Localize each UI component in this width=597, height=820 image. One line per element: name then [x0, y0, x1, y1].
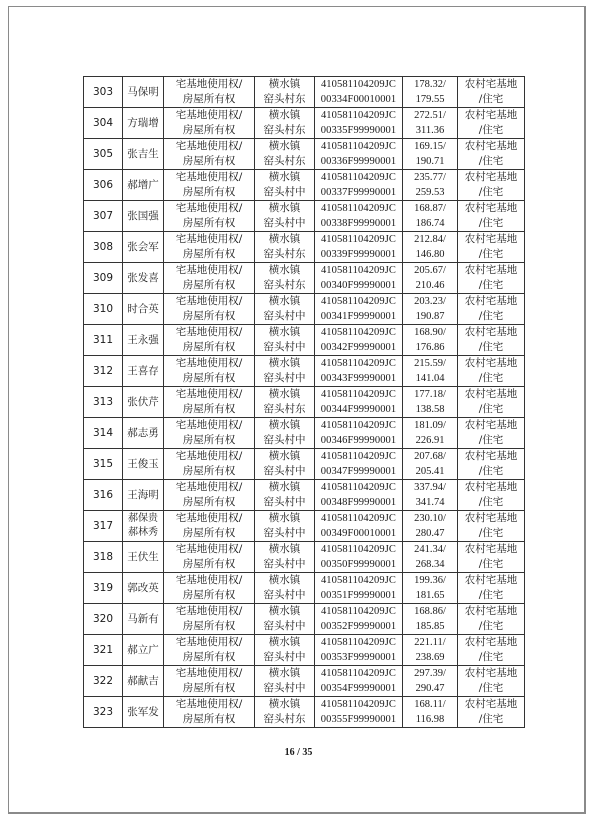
record-number-cell: 308	[84, 232, 123, 263]
owner-name-cell: 王喜存	[123, 356, 164, 387]
unit-code-cell: 410581104209JC 00354F99990001	[315, 666, 403, 697]
location-cell: 横水镇 窑头村中	[255, 449, 315, 480]
record-number-cell: 313	[84, 387, 123, 418]
owner-name-cell: 郝保贵 郝林秀	[123, 511, 164, 542]
unit-code-cell: 410581104209JC 00346F99990001	[315, 418, 403, 449]
unit-code-cell: 410581104209JC 00338F99990001	[315, 201, 403, 232]
table-row	[84, 449, 525, 480]
owner-name-cell: 张军发	[123, 697, 164, 728]
right-type-cell: 宅基地使用权/ 房屋所有权	[164, 294, 255, 325]
table-row	[84, 232, 525, 263]
record-number-cell: 317	[84, 511, 123, 542]
unit-code-cell: 410581104209JC 00352F99990001	[315, 604, 403, 635]
owner-name-cell: 时合英	[123, 294, 164, 325]
location-cell: 横水镇 窑头村东	[255, 387, 315, 418]
usage-cell: 农村宅基地 /住宅	[458, 294, 525, 325]
right-type-cell: 宅基地使用权/ 房屋所有权	[164, 170, 255, 201]
usage-cell: 农村宅基地 /住宅	[458, 201, 525, 232]
location-cell: 横水镇 窑头村东	[255, 108, 315, 139]
unit-code-cell: 410581104209JC 00336F99990001	[315, 139, 403, 170]
table-row	[84, 77, 525, 108]
right-type-cell: 宅基地使用权/ 房屋所有权	[164, 480, 255, 511]
unit-code-cell: 410581104209JC 00341F99990001	[315, 294, 403, 325]
table-row	[84, 387, 525, 418]
right-type-cell: 宅基地使用权/ 房屋所有权	[164, 604, 255, 635]
table-row	[84, 294, 525, 325]
usage-cell: 农村宅基地 /住宅	[458, 77, 525, 108]
owner-name-cell: 马新有	[123, 604, 164, 635]
area-cell: 212.84/ 146.80	[403, 232, 458, 263]
location-cell: 横水镇 窑头村中	[255, 604, 315, 635]
usage-cell: 农村宅基地 /住宅	[458, 480, 525, 511]
owner-name-cell: 郝增广	[123, 170, 164, 201]
area-cell: 272.51/ 311.36	[403, 108, 458, 139]
usage-cell: 农村宅基地 /住宅	[458, 325, 525, 356]
record-number-cell: 306	[84, 170, 123, 201]
location-cell: 横水镇 窑头村中	[255, 325, 315, 356]
usage-cell: 农村宅基地 /住宅	[458, 108, 525, 139]
record-number-cell: 310	[84, 294, 123, 325]
usage-cell: 农村宅基地 /住宅	[458, 542, 525, 573]
area-cell: 181.09/ 226.91	[403, 418, 458, 449]
table-row	[84, 542, 525, 573]
table-row	[84, 356, 525, 387]
unit-code-cell: 410581104209JC 00348F99990001	[315, 480, 403, 511]
usage-cell: 农村宅基地 /住宅	[458, 604, 525, 635]
location-cell: 横水镇 窑头村中	[255, 170, 315, 201]
table-row	[84, 139, 525, 170]
owner-name-cell: 张发喜	[123, 263, 164, 294]
table-row	[84, 108, 525, 139]
table-row	[84, 666, 525, 697]
unit-code-cell: 410581104209JC 00353F99990001	[315, 635, 403, 666]
right-type-cell: 宅基地使用权/ 房屋所有权	[164, 449, 255, 480]
unit-code-cell: 410581104209JC 00343F99990001	[315, 356, 403, 387]
usage-cell: 农村宅基地 /住宅	[458, 635, 525, 666]
table-row	[84, 573, 525, 604]
record-number-cell: 321	[84, 635, 123, 666]
record-number-cell: 318	[84, 542, 123, 573]
record-number-cell: 305	[84, 139, 123, 170]
right-type-cell: 宅基地使用权/ 房屋所有权	[164, 697, 255, 728]
record-number-cell: 319	[84, 573, 123, 604]
usage-cell: 农村宅基地 /住宅	[458, 697, 525, 728]
location-cell: 横水镇 窑头村中	[255, 666, 315, 697]
area-cell: 168.90/ 176.86	[403, 325, 458, 356]
location-cell: 横水镇 窑头村中	[255, 201, 315, 232]
owner-name-cell: 张吉生	[123, 139, 164, 170]
record-number-cell: 315	[84, 449, 123, 480]
table-row	[84, 201, 525, 232]
area-cell: 230.10/ 280.47	[403, 511, 458, 542]
area-cell: 199.36/ 181.65	[403, 573, 458, 604]
registration-table	[83, 76, 525, 728]
location-cell: 横水镇 窑头村中	[255, 511, 315, 542]
usage-cell: 农村宅基地 /住宅	[458, 139, 525, 170]
right-type-cell: 宅基地使用权/ 房屋所有权	[164, 635, 255, 666]
location-cell: 横水镇 窑头村中	[255, 294, 315, 325]
right-type-cell: 宅基地使用权/ 房屋所有权	[164, 232, 255, 263]
unit-code-cell: 410581104209JC 00335F99990001	[315, 108, 403, 139]
location-cell: 横水镇 窑头村东	[255, 263, 315, 294]
location-cell: 横水镇 窑头村东	[255, 232, 315, 263]
table-row	[84, 511, 525, 542]
usage-cell: 农村宅基地 /住宅	[458, 418, 525, 449]
owner-name-cell: 王永强	[123, 325, 164, 356]
table-row	[84, 325, 525, 356]
area-cell: 168.86/ 185.85	[403, 604, 458, 635]
usage-cell: 农村宅基地 /住宅	[458, 170, 525, 201]
usage-cell: 农村宅基地 /住宅	[458, 356, 525, 387]
record-number-cell: 309	[84, 263, 123, 294]
unit-code-cell: 410581104209JC 00350F99990001	[315, 542, 403, 573]
unit-code-cell: 410581104209JC 00340F99990001	[315, 263, 403, 294]
unit-code-cell: 410581104209JC 00349F00010001	[315, 511, 403, 542]
unit-code-cell: 410581104209JC 00355F99990001	[315, 697, 403, 728]
owner-name-cell: 郭改英	[123, 573, 164, 604]
area-cell: 178.32/ 179.55	[403, 77, 458, 108]
area-cell: 241.34/ 268.34	[403, 542, 458, 573]
table-row	[84, 604, 525, 635]
table-row	[84, 697, 525, 728]
record-number-cell: 320	[84, 604, 123, 635]
area-cell: 235.77/ 259.53	[403, 170, 458, 201]
right-type-cell: 宅基地使用权/ 房屋所有权	[164, 418, 255, 449]
right-type-cell: 宅基地使用权/ 房屋所有权	[164, 139, 255, 170]
unit-code-cell: 410581104209JC 00334F00010001	[315, 77, 403, 108]
owner-name-cell: 郝志勇	[123, 418, 164, 449]
area-cell: 177.18/ 138.58	[403, 387, 458, 418]
owner-name-cell: 王俊玉	[123, 449, 164, 480]
owner-name-cell: 张伏芹	[123, 387, 164, 418]
area-cell: 337.94/ 341.74	[403, 480, 458, 511]
right-type-cell: 宅基地使用权/ 房屋所有权	[164, 387, 255, 418]
owner-name-cell: 张会军	[123, 232, 164, 263]
record-number-cell: 307	[84, 201, 123, 232]
usage-cell: 农村宅基地 /住宅	[458, 511, 525, 542]
unit-code-cell: 410581104209JC 00347F99990001	[315, 449, 403, 480]
owner-name-cell: 马保明	[123, 77, 164, 108]
record-number-cell: 312	[84, 356, 123, 387]
right-type-cell: 宅基地使用权/ 房屋所有权	[164, 666, 255, 697]
table-row	[84, 263, 525, 294]
owner-name-cell: 郝立广	[123, 635, 164, 666]
location-cell: 横水镇 窑头村东	[255, 77, 315, 108]
unit-code-cell: 410581104209JC 00337F99990001	[315, 170, 403, 201]
unit-code-cell: 410581104209JC 00344F99990001	[315, 387, 403, 418]
area-cell: 168.87/ 186.74	[403, 201, 458, 232]
location-cell: 横水镇 窑头村东	[255, 139, 315, 170]
owner-name-cell: 王海明	[123, 480, 164, 511]
area-cell: 169.15/ 190.71	[403, 139, 458, 170]
table-row	[84, 635, 525, 666]
table-row	[84, 170, 525, 201]
right-type-cell: 宅基地使用权/ 房屋所有权	[164, 356, 255, 387]
location-cell: 横水镇 窑头村中	[255, 356, 315, 387]
location-cell: 横水镇 窑头村中	[255, 480, 315, 511]
area-cell: 215.59/ 141.04	[403, 356, 458, 387]
usage-cell: 农村宅基地 /住宅	[458, 573, 525, 604]
record-number-cell: 323	[84, 697, 123, 728]
location-cell: 横水镇 窑头村中	[255, 542, 315, 573]
owner-name-cell: 张国强	[123, 201, 164, 232]
area-cell: 168.11/ 116.98	[403, 697, 458, 728]
location-cell: 横水镇 窑头村中	[255, 573, 315, 604]
area-cell: 205.67/ 210.46	[403, 263, 458, 294]
area-cell: 203.23/ 190.87	[403, 294, 458, 325]
right-type-cell: 宅基地使用权/ 房屋所有权	[164, 325, 255, 356]
usage-cell: 农村宅基地 /住宅	[458, 232, 525, 263]
usage-cell: 农村宅基地 /住宅	[458, 666, 525, 697]
owner-name-cell: 方瑞增	[123, 108, 164, 139]
record-number-cell: 304	[84, 108, 123, 139]
area-cell: 221.11/ 238.69	[403, 635, 458, 666]
right-type-cell: 宅基地使用权/ 房屋所有权	[164, 573, 255, 604]
record-number-cell: 303	[84, 77, 123, 108]
right-type-cell: 宅基地使用权/ 房屋所有权	[164, 77, 255, 108]
right-type-cell: 宅基地使用权/ 房屋所有权	[164, 542, 255, 573]
right-type-cell: 宅基地使用权/ 房屋所有权	[164, 511, 255, 542]
location-cell: 横水镇 窑头村东	[255, 697, 315, 728]
usage-cell: 农村宅基地 /住宅	[458, 387, 525, 418]
area-cell: 297.39/ 290.47	[403, 666, 458, 697]
usage-cell: 农村宅基地 /住宅	[458, 263, 525, 294]
table-row	[84, 418, 525, 449]
location-cell: 横水镇 窑头村中	[255, 418, 315, 449]
location-cell: 横水镇 窑头村中	[255, 635, 315, 666]
right-type-cell: 宅基地使用权/ 房屋所有权	[164, 263, 255, 294]
area-cell: 207.68/ 205.41	[403, 449, 458, 480]
unit-code-cell: 410581104209JC 00351F99990001	[315, 573, 403, 604]
right-type-cell: 宅基地使用权/ 房屋所有权	[164, 201, 255, 232]
record-number-cell: 322	[84, 666, 123, 697]
page-number: 16 / 35	[284, 747, 313, 758]
unit-code-cell: 410581104209JC 00339F99990001	[315, 232, 403, 263]
record-number-cell: 316	[84, 480, 123, 511]
right-type-cell: 宅基地使用权/ 房屋所有权	[164, 108, 255, 139]
unit-code-cell: 410581104209JC 00342F99990001	[315, 325, 403, 356]
owner-name-cell: 王伏生	[123, 542, 164, 573]
table-row	[84, 480, 525, 511]
record-number-cell: 311	[84, 325, 123, 356]
usage-cell: 农村宅基地 /住宅	[458, 449, 525, 480]
owner-name-cell: 郝献吉	[123, 666, 164, 697]
record-number-cell: 314	[84, 418, 123, 449]
